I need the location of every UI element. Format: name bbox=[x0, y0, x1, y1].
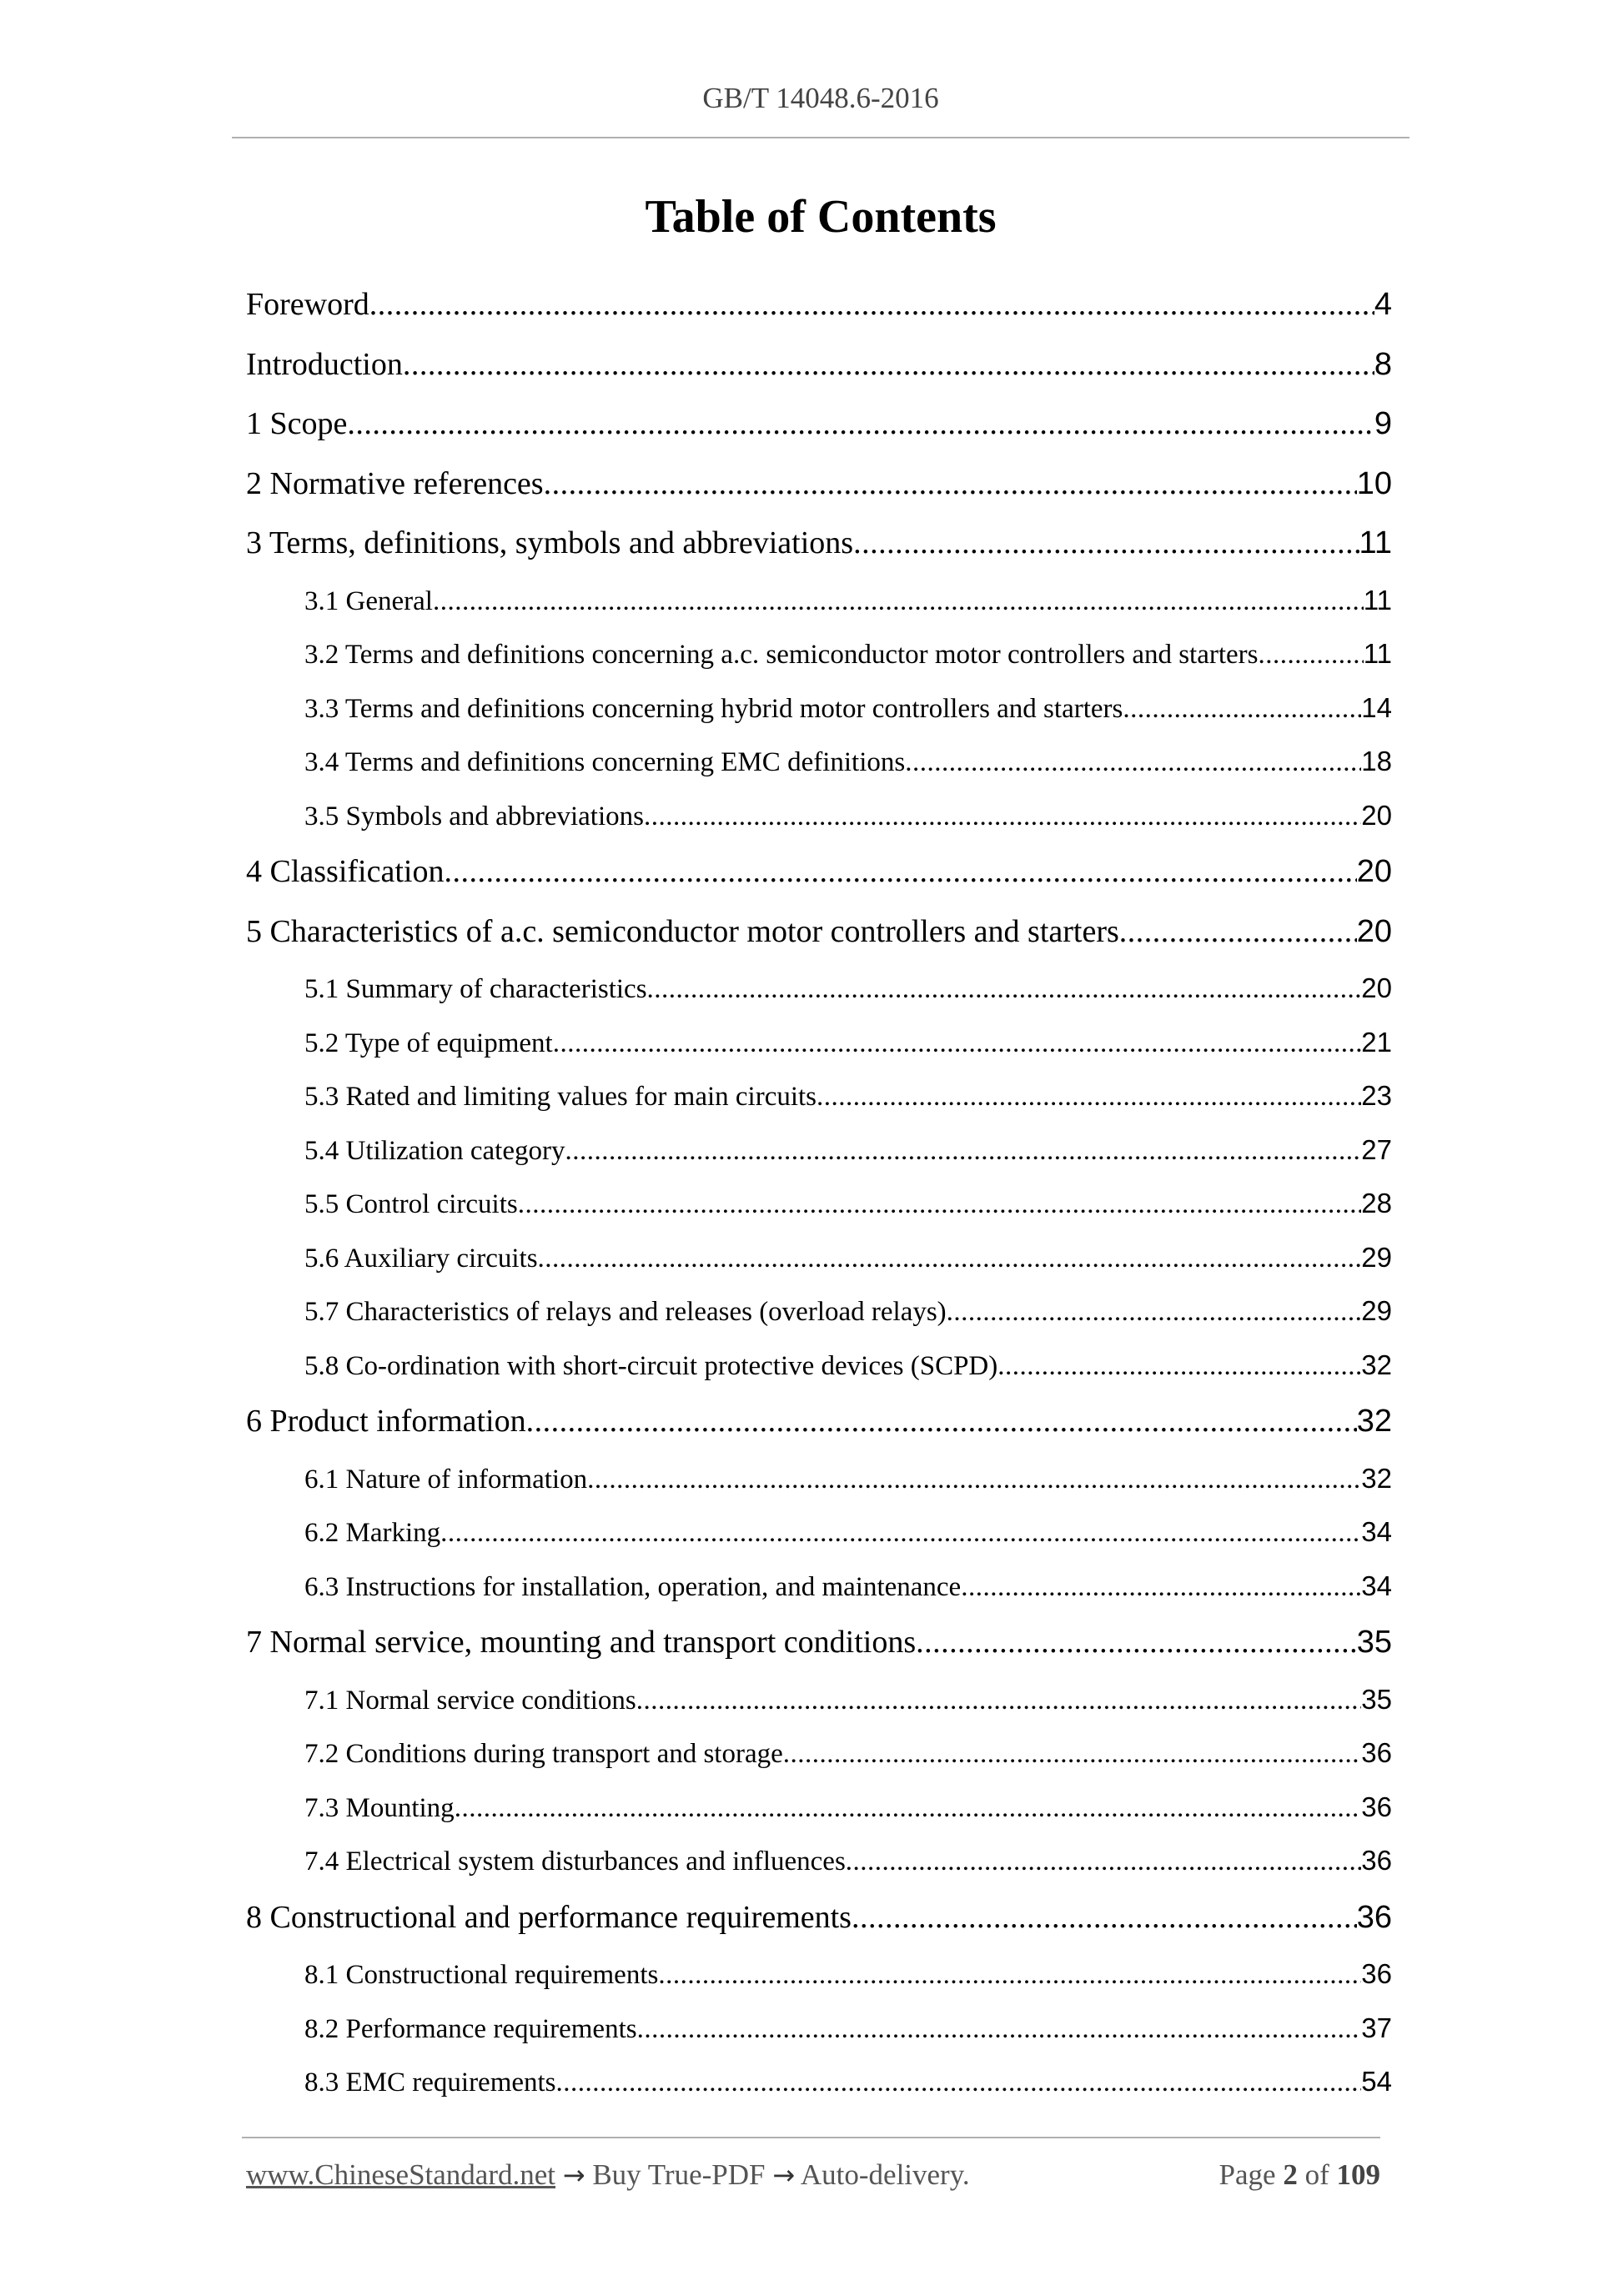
toc-entry[interactable] bbox=[246, 681, 1392, 736]
toc-entry-page: 11 bbox=[1359, 525, 1392, 560]
toc-entry[interactable] bbox=[246, 455, 1392, 515]
page-total: 109 bbox=[1336, 2158, 1380, 2191]
toc-entry-title: Foreword bbox=[246, 287, 369, 322]
toc-dot-leader bbox=[916, 1613, 1357, 1673]
toc-entry-page: 36 bbox=[1361, 1737, 1392, 1768]
toc-dot-leader bbox=[369, 275, 1374, 335]
toc-entry[interactable] bbox=[246, 789, 1392, 843]
toc-entry-page: 27 bbox=[1361, 1133, 1392, 1165]
toc-dot-leader bbox=[997, 1339, 1361, 1394]
toc-dot-leader bbox=[905, 736, 1361, 790]
toc-dot-leader bbox=[587, 1453, 1361, 1507]
toc-dot-leader bbox=[526, 1392, 1357, 1452]
toc-entry-title: 3.4 Terms and definitions concerning EMC definitions bbox=[304, 747, 906, 777]
toc-dot-leader bbox=[347, 394, 1374, 455]
toc-dot-leader bbox=[403, 335, 1374, 395]
toc-entry-title: 5.8 Co-ordination with short-circuit protective devices (SCPD) bbox=[304, 1350, 998, 1381]
toc-entry-title: 6.3 Instructions for installation, operation, and maintenance bbox=[304, 1571, 962, 1602]
toc-entry-page: 36 bbox=[1361, 1845, 1392, 1876]
toc-entry-title: 2 Normative references bbox=[246, 465, 544, 501]
page-number bbox=[1219, 2158, 1380, 2192]
footer-left bbox=[246, 2158, 970, 2192]
toc-entry[interactable] bbox=[246, 1613, 1392, 1673]
toc-entry[interactable] bbox=[246, 1284, 1392, 1339]
page-of: of bbox=[1304, 2158, 1329, 2191]
toc-entry-title: 3.2 Terms and definitions concerning a.c. semiconductor motor controllers and starters bbox=[304, 640, 1259, 670]
toc-entry-page: 23 bbox=[1361, 1080, 1392, 1111]
toc-entry-page: 8 bbox=[1374, 346, 1392, 382]
toc-dot-leader bbox=[853, 514, 1359, 574]
toc-entry[interactable] bbox=[246, 335, 1392, 395]
toc-entry-title: 6 Product information bbox=[246, 1404, 526, 1439]
page-current: 2 bbox=[1283, 2158, 1298, 2191]
toc-entry-page: 11 bbox=[1363, 638, 1392, 669]
toc-dot-leader bbox=[1259, 628, 1364, 682]
toc-dot-leader bbox=[961, 1560, 1361, 1615]
toc-entry[interactable] bbox=[246, 2055, 1392, 2109]
toc-entry[interactable] bbox=[246, 2002, 1392, 2056]
toc-entry-title: 5.5 Control circuits bbox=[304, 1189, 518, 1219]
toc-entry[interactable] bbox=[246, 574, 1392, 628]
toc-entry[interactable] bbox=[246, 627, 1392, 681]
toc-dot-leader bbox=[1119, 902, 1357, 962]
toc-dot-leader bbox=[658, 1948, 1361, 2002]
toc-entry-title: 6.2 Marking bbox=[304, 1518, 441, 1548]
toc-entry-page: 37 bbox=[1361, 2012, 1392, 2043]
toc-entry[interactable] bbox=[246, 1888, 1392, 1948]
page-footer bbox=[246, 2158, 1380, 2192]
toc-entry-title: 7.4 Electrical system disturbances and influences bbox=[304, 1846, 846, 1876]
toc-entry-page: 20 bbox=[1361, 799, 1392, 831]
toc-entry[interactable] bbox=[246, 1123, 1392, 1178]
toc-entry[interactable] bbox=[246, 902, 1392, 962]
toc-entry[interactable] bbox=[246, 1392, 1392, 1452]
toc-dot-leader bbox=[565, 1124, 1362, 1178]
toc-entry-title: 3.5 Symbols and abbreviations bbox=[304, 801, 644, 831]
toc-entry-page: 20 bbox=[1361, 972, 1392, 1003]
arrow-right-icon: → bbox=[772, 2159, 796, 2191]
toc-entry-title: Introduction bbox=[246, 346, 403, 382]
toc-entry[interactable] bbox=[246, 394, 1392, 455]
toc-dot-leader bbox=[644, 790, 1361, 844]
toc-entry-title: 7.3 Mounting bbox=[304, 1792, 455, 1823]
toc-entry[interactable] bbox=[246, 1834, 1392, 1888]
toc-dot-leader bbox=[637, 2002, 1362, 2057]
toc-entry[interactable] bbox=[246, 842, 1392, 902]
toc-entry-title: 7 Normal service, mounting and transport conditions bbox=[246, 1625, 917, 1660]
toc-entry-page: 35 bbox=[1361, 1683, 1392, 1715]
toc-entry-page: 34 bbox=[1361, 1570, 1392, 1601]
toc-entry-page: 4 bbox=[1374, 287, 1392, 322]
toc-entry-page: 29 bbox=[1361, 1295, 1392, 1326]
page-title: Table of Contents bbox=[645, 191, 997, 243]
toc-entry[interactable] bbox=[246, 1673, 1392, 1727]
toc-entry-title: 5.3 Rated and limiting values for main circuits bbox=[304, 1082, 817, 1112]
toc-entry-title: 7.1 Normal service conditions bbox=[304, 1685, 636, 1716]
toc-entry-title: 8.2 Performance requirements bbox=[304, 2013, 637, 2044]
header-divider bbox=[232, 137, 1409, 138]
toc-entry-title: 5.1 Summary of characteristics bbox=[304, 974, 647, 1004]
toc-entry-title: 8.3 EMC requirements bbox=[304, 2067, 556, 2098]
toc-dot-leader bbox=[544, 455, 1357, 515]
footer-divider bbox=[242, 2137, 1380, 2138]
toc-entry[interactable] bbox=[246, 1339, 1392, 1393]
toc-entry-title: 5 Characteristics of a.c. semiconductor motor controllers and starters bbox=[246, 913, 1119, 949]
table-of-contents bbox=[246, 275, 1392, 2109]
toc-entry-page: 54 bbox=[1361, 2066, 1392, 2097]
toc-entry[interactable] bbox=[246, 1726, 1392, 1781]
toc-entry-page: 34 bbox=[1361, 1516, 1392, 1547]
toc-dot-leader bbox=[1123, 682, 1361, 736]
toc-entry-title: 5.7 Characteristics of relays and releases (overload relays) bbox=[304, 1297, 947, 1327]
page-label: Page bbox=[1219, 2158, 1276, 2191]
toc-entry-page: 36 bbox=[1356, 1899, 1392, 1935]
toc-dot-leader bbox=[852, 1888, 1357, 1948]
toc-dot-leader bbox=[433, 575, 1364, 629]
toc-entry-title: 4 Classification bbox=[246, 854, 445, 889]
toc-entry[interactable] bbox=[246, 962, 1392, 1016]
toc-entry-page: 9 bbox=[1374, 406, 1392, 441]
toc-dot-leader bbox=[455, 1781, 1362, 1836]
toc-entry[interactable] bbox=[246, 735, 1392, 789]
toc-entry-title: 1 Scope bbox=[246, 406, 348, 441]
toc-entry[interactable] bbox=[246, 1069, 1392, 1123]
toc-entry[interactable] bbox=[246, 1016, 1392, 1070]
site-link[interactable]: www.ChineseStandard.net bbox=[246, 2158, 555, 2191]
arrow-right-icon: → bbox=[562, 2159, 585, 2191]
toc-entry-page: 35 bbox=[1356, 1625, 1392, 1660]
toc-dot-leader bbox=[440, 1506, 1361, 1560]
toc-dot-leader bbox=[556, 2056, 1362, 2110]
toc-entry-title: 5.6 Auxiliary circuits bbox=[304, 1243, 538, 1274]
toc-entry-title: 3 Terms, definitions, symbols and abbreviations bbox=[246, 525, 854, 560]
toc-entry-title: 3.3 Terms and definitions concerning hybrid motor controllers and starters bbox=[304, 693, 1123, 724]
toc-entry-page: 18 bbox=[1361, 746, 1392, 776]
page-header: GB/T 14048.6-2016 bbox=[702, 82, 939, 114]
toc-entry-page: 36 bbox=[1361, 1791, 1392, 1822]
toc-entry-page: 11 bbox=[1363, 584, 1392, 615]
toc-entry[interactable] bbox=[246, 1560, 1392, 1614]
toc-dot-leader bbox=[846, 1835, 1361, 1889]
toc-entry-page: 20 bbox=[1356, 854, 1392, 889]
toc-entry-title: 8 Constructional and performance requirements bbox=[246, 1899, 852, 1935]
toc-dot-leader bbox=[518, 1178, 1362, 1232]
toc-entry-title: 5.2 Type of equipment bbox=[304, 1027, 553, 1058]
toc-entry[interactable] bbox=[246, 514, 1392, 574]
toc-entry[interactable] bbox=[246, 1452, 1392, 1506]
auto-delivery-text: Auto-delivery. bbox=[800, 2158, 970, 2191]
toc-entry-page: 32 bbox=[1361, 1349, 1392, 1380]
toc-entry-title: 7.2 Conditions during transport and storage bbox=[304, 1739, 783, 1769]
toc-entry-page: 32 bbox=[1361, 1462, 1392, 1494]
toc-entry-page: 29 bbox=[1361, 1241, 1392, 1273]
toc-entry-page: 32 bbox=[1356, 1404, 1392, 1439]
toc-entry-page: 28 bbox=[1361, 1188, 1392, 1218]
toc-entry[interactable] bbox=[246, 1231, 1392, 1285]
toc-entry-title: 6.1 Nature of information bbox=[304, 1464, 588, 1495]
toc-entry-page: 14 bbox=[1361, 691, 1392, 723]
toc-entry[interactable] bbox=[246, 1505, 1392, 1560]
toc-dot-leader bbox=[538, 1232, 1362, 1286]
toc-dot-leader bbox=[444, 842, 1356, 902]
toc-dot-leader bbox=[553, 1017, 1362, 1071]
toc-entry-page: 20 bbox=[1356, 913, 1392, 949]
toc-entry[interactable] bbox=[246, 1177, 1392, 1231]
toc-dot-leader bbox=[783, 1727, 1362, 1781]
toc-dot-leader bbox=[636, 1674, 1362, 1728]
toc-entry[interactable] bbox=[246, 1781, 1392, 1835]
toc-entry-page: 10 bbox=[1356, 465, 1392, 501]
toc-entry-page: 21 bbox=[1361, 1026, 1392, 1058]
toc-dot-leader bbox=[647, 962, 1362, 1017]
toc-dot-leader bbox=[947, 1285, 1362, 1339]
toc-entry[interactable] bbox=[246, 275, 1392, 335]
toc-entry-title: 8.1 Constructional requirements bbox=[304, 1960, 659, 1990]
toc-entry[interactable] bbox=[246, 1947, 1392, 2002]
toc-entry-page: 36 bbox=[1361, 1958, 1392, 1989]
toc-entry-title: 5.4 Utilization category bbox=[304, 1135, 565, 1166]
toc-entry-title: 3.1 General bbox=[304, 585, 433, 616]
toc-dot-leader bbox=[817, 1070, 1361, 1124]
buy-true-pdf-text: Buy True-PDF bbox=[592, 2158, 766, 2191]
